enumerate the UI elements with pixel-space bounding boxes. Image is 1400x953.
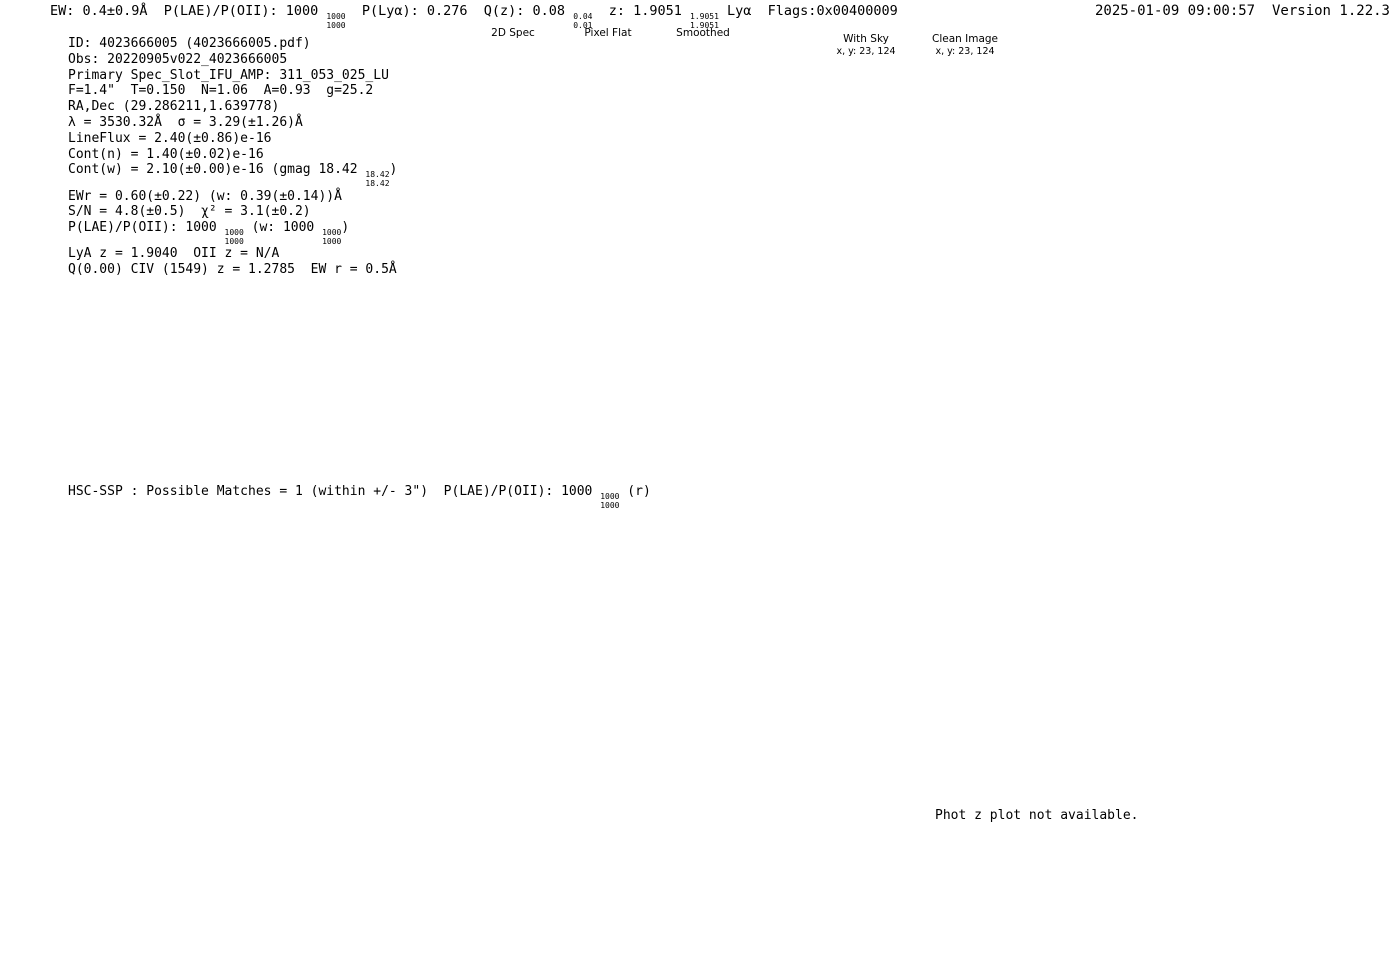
text-segment: )	[341, 220, 350, 236]
report-version: Version 1.22.3	[1271, 3, 1390, 19]
hsc-line-text: HSC-SSP : Possible Matches = 1 (within +/- 3") P(LAE)/P(OII): 1000	[68, 484, 601, 499]
info-line	[68, 204, 397, 220]
photz-note: Phot z plot not available.	[935, 808, 1139, 823]
with-sky-title	[824, 33, 908, 58]
info-line	[68, 99, 397, 115]
info-line	[68, 147, 397, 163]
text-segment: F=1.4" T=0.150 N=1.06 A=0.93 g=25.2	[68, 83, 374, 99]
stacked-fraction	[322, 229, 341, 246]
stack-top: 18.42	[365, 170, 390, 180]
text-segment: LineFlux = 2.40(±0.86)e-16	[68, 130, 272, 146]
stack-bottom: 1000	[224, 236, 244, 246]
text-segment: RA,Dec (29.286211,1.639778)	[68, 99, 280, 115]
info-line	[68, 68, 397, 84]
stack-top: 0.04	[573, 12, 593, 21]
clean-image-title	[922, 33, 1008, 58]
stack-bottom: 18.42	[365, 179, 390, 188]
stacked-fraction	[326, 13, 345, 30]
info-line	[68, 52, 397, 68]
info-line	[68, 189, 397, 205]
info-line	[68, 220, 397, 246]
text-segment: LyA z = 1.9040 OII z = N/A	[68, 246, 280, 262]
info-line	[68, 246, 397, 262]
hsc-matches-line	[68, 484, 651, 510]
text-segment: (w: 1000	[243, 220, 323, 236]
clean-image-coords: x, y: 23, 124	[935, 46, 995, 58]
stack-bottom: 1000	[322, 236, 342, 246]
stacked-fraction	[600, 493, 619, 510]
stack-bottom: 0.01	[573, 20, 593, 30]
info-line	[68, 83, 397, 99]
detection-info-block	[68, 36, 397, 278]
text-segment: )	[389, 162, 398, 178]
col-title-2dspec: 2D Spec	[491, 27, 535, 39]
text-segment: ID: 4023666005 (4023666005.pdf)	[68, 36, 311, 51]
text-segment: Cont(n) = 1.40(±0.02)e-16	[68, 146, 264, 162]
col-title-smoothed: Smoothed	[676, 27, 730, 39]
with-sky-title-text: With Sky	[843, 33, 889, 45]
stack-bottom: 1.9051	[690, 20, 719, 30]
stack-top: 1000	[224, 228, 244, 238]
header-datetime-version	[1095, 3, 1390, 19]
header-text: EW: 0.4±0.9Å P(LAE)/P(OII): 1000	[50, 3, 327, 19]
stack-top: 1000	[322, 228, 342, 238]
text-segment: Obs: 20220905v022_4023666005	[68, 51, 288, 67]
header-text: z: 1.9051	[592, 3, 690, 19]
text-segment: P(LAE)/P(OII): 1000	[68, 220, 225, 236]
info-line	[68, 115, 397, 131]
info-line	[68, 36, 397, 52]
col-title-pixelflat: Pixel Flat	[584, 27, 632, 39]
info-line	[68, 162, 397, 188]
stacked-fraction	[225, 229, 244, 246]
info-line	[68, 262, 397, 278]
stack-top: 1000	[600, 492, 620, 501]
text-segment: Primary Spec_Slot_IFU_AMP: 311_053_025_LU	[68, 67, 389, 83]
clean-image-title-text: Clean Image	[931, 33, 999, 45]
text-segment: EWr = 0.60(±0.22) (w: 0.39(±0.14))Å	[68, 188, 342, 204]
stack-bottom: 1000	[600, 500, 620, 510]
report-datetime: 2025-01-09 09:00:57	[1094, 3, 1256, 19]
with-sky-coords: x, y: 23, 124	[836, 46, 896, 58]
stack-bottom: 1000	[326, 20, 346, 30]
text-segment: Q(0.00) CIV (1549) z = 1.2785 EW r = 0.5Å	[68, 262, 397, 278]
info-line	[68, 131, 397, 147]
text-segment: Cont(w) = 2.10(±0.00)e-16 (gmag 18.42	[68, 162, 366, 178]
hsc-line-text: (r)	[619, 484, 651, 499]
header-text: P(Lyα): 0.276 Q(z): 0.08	[345, 3, 574, 19]
stacked-fraction	[365, 171, 389, 188]
header-text: Lyα Flags:0x00400009	[718, 3, 898, 19]
text-segment: S/N = 4.8(±0.5) χ² = 3.1(±0.2)	[68, 204, 311, 220]
stack-top: 1000	[326, 12, 346, 21]
full-spectrum-plot	[80, 292, 1330, 460]
header-summary	[50, 3, 898, 30]
stack-top: 1.9051	[690, 12, 719, 21]
line-fit-plot	[1035, 46, 1340, 238]
text-segment: λ = 3530.32Å σ = 3.29(±1.26)Å	[68, 114, 303, 130]
